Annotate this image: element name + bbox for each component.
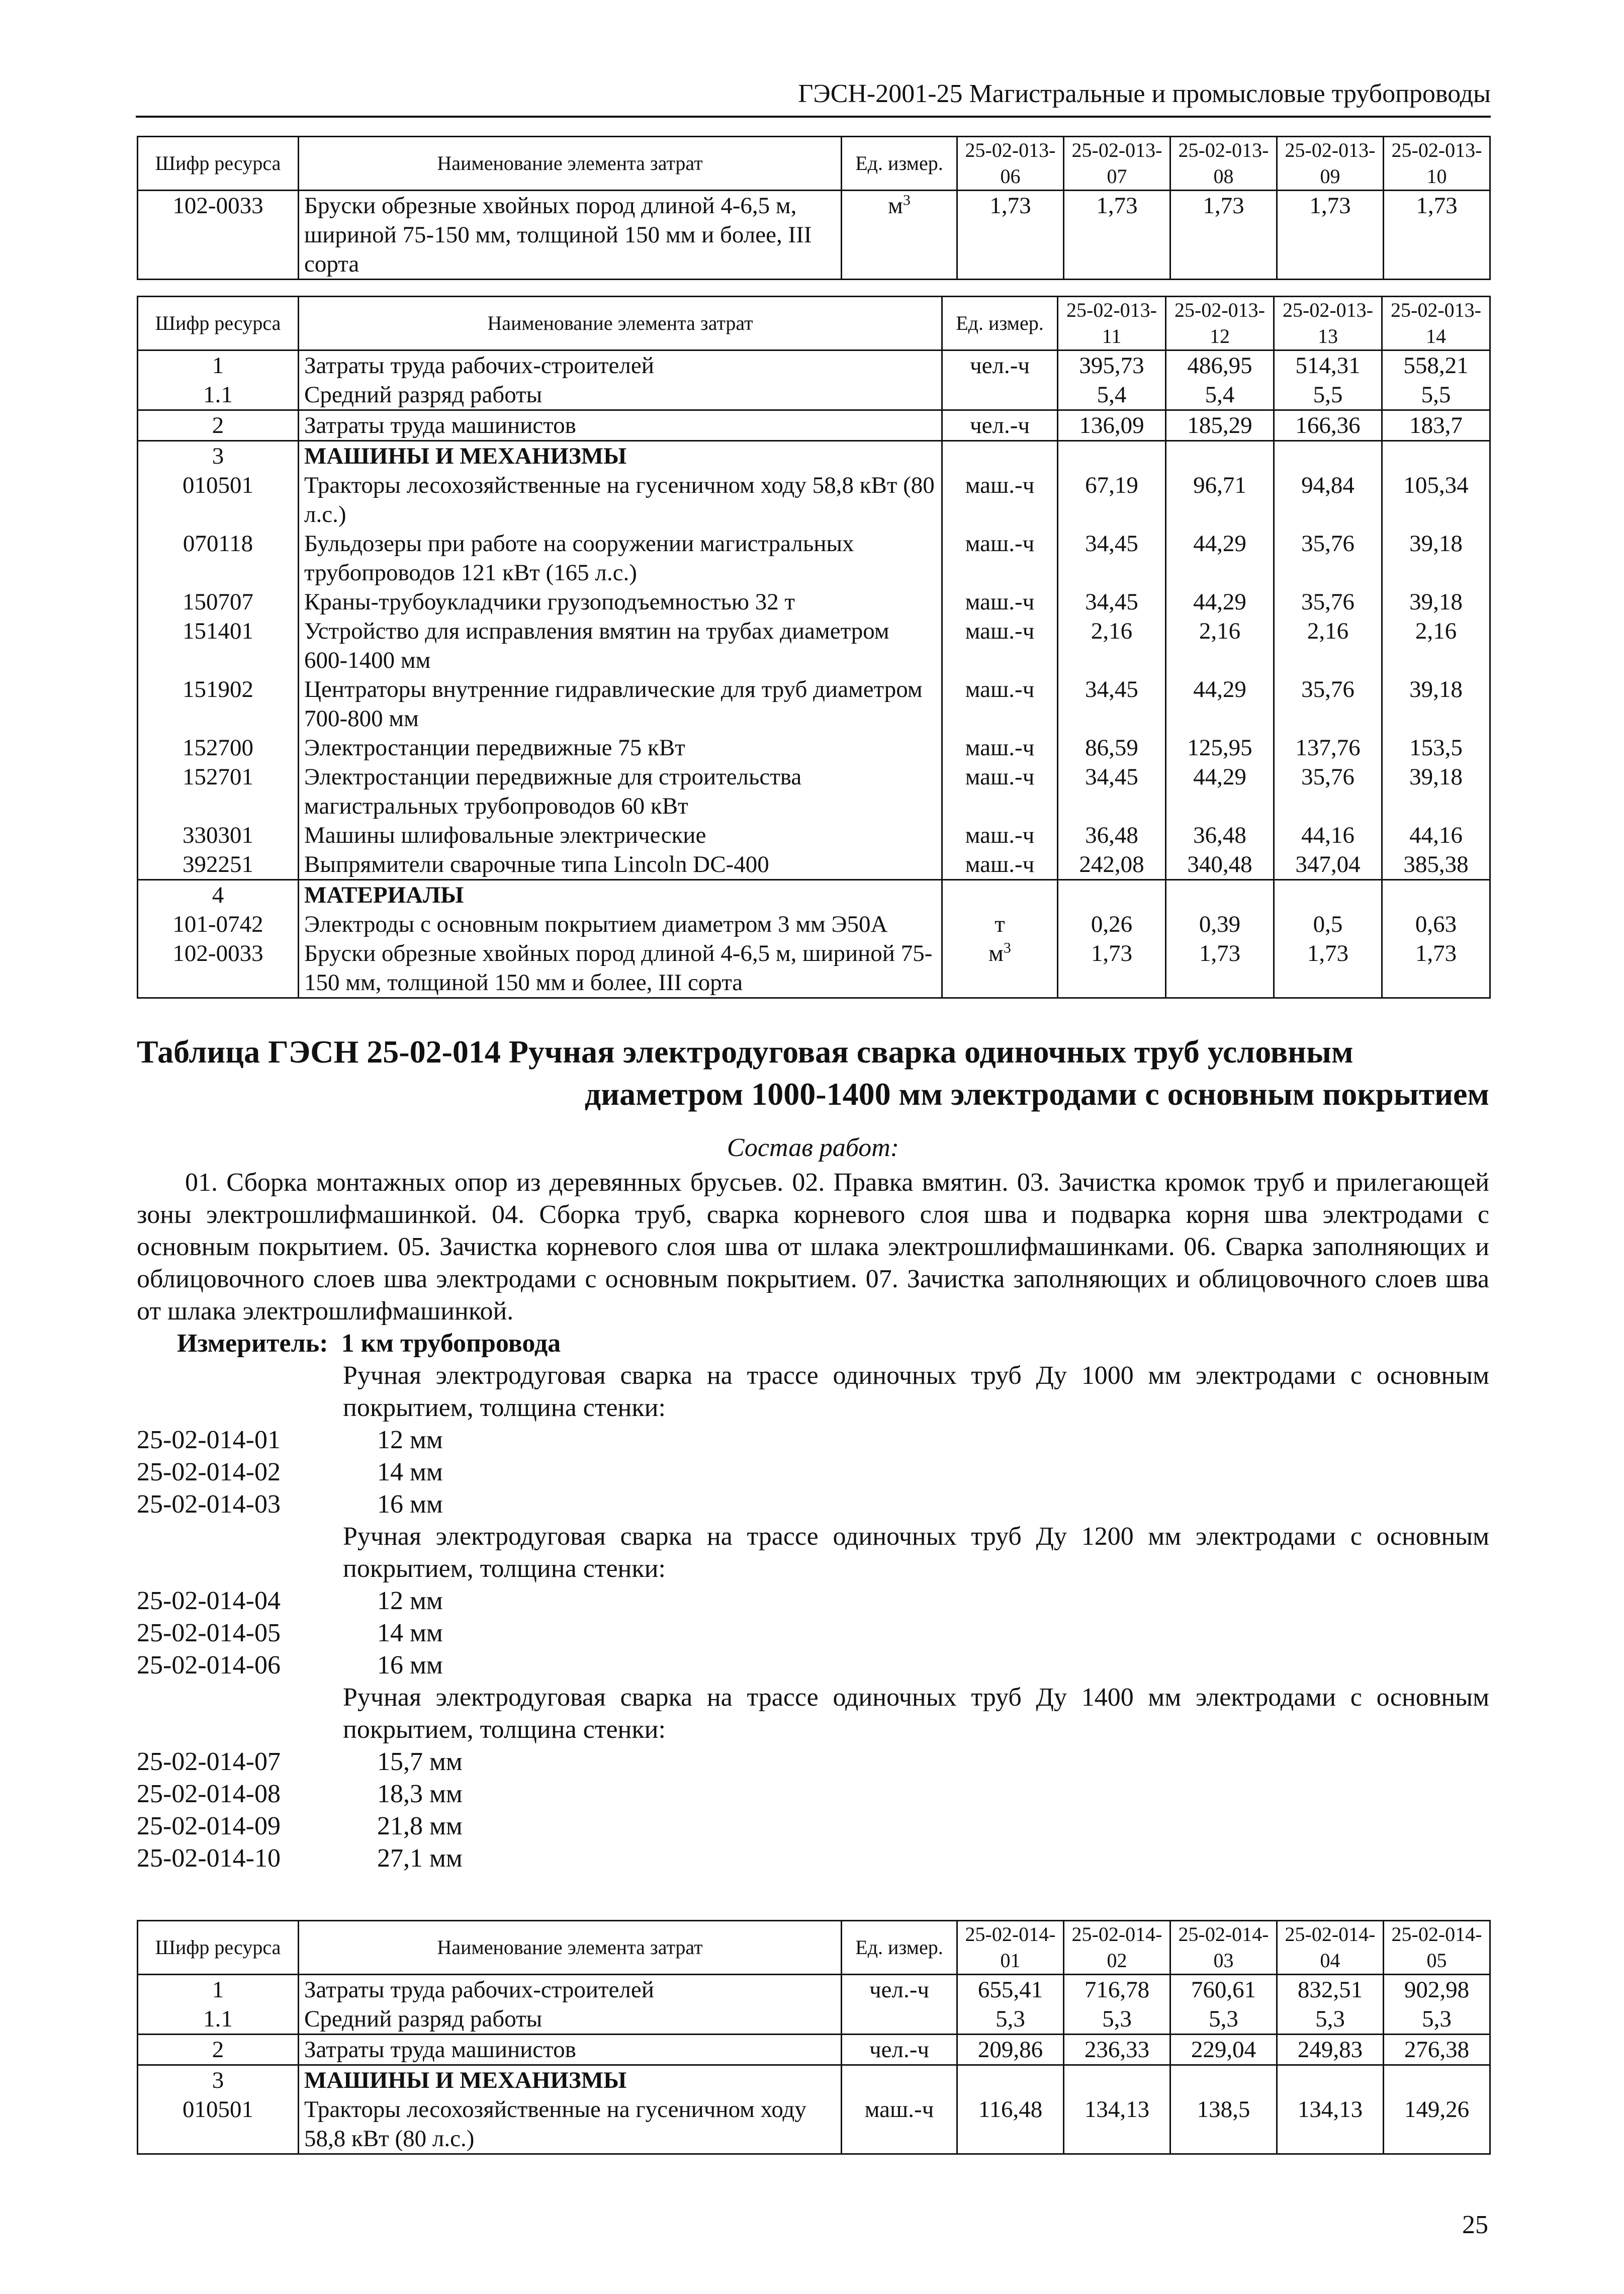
- unit-cell: [942, 529, 1058, 587]
- table-title: [137, 1031, 1489, 1115]
- value-cell: 716,78: [1064, 1975, 1170, 2005]
- norm-item-value: 27,1 мм: [377, 1844, 463, 1873]
- value-cell: 5,3: [1064, 2004, 1170, 2035]
- cost-element-name-cell: Затраты труда машинистов: [299, 2035, 842, 2065]
- value-cell: 5,3: [957, 2004, 1064, 2035]
- value-cell: 134,13: [1277, 2095, 1384, 2154]
- cost-element-name-cell: Центраторы внутренние гидравлические для труб диаметром 700-800 мм: [299, 675, 942, 733]
- cost-element-name-cell: МАШИНЫ И МЕХАНИЗМЫ: [299, 2065, 842, 2095]
- cost-element-name-cell: Выпрямители сварочные типа Lincoln DC-400: [299, 850, 942, 880]
- unit-cell: [942, 850, 1058, 880]
- column-header: Шифр ресурса: [138, 137, 299, 191]
- value-cell: 2,16: [1166, 616, 1274, 675]
- norm-item: [137, 1424, 1489, 1456]
- norm-item-value: 16 мм: [377, 1490, 443, 1519]
- unit-cell: [842, 2095, 957, 2154]
- unit-text: маш.-ч: [965, 851, 1035, 877]
- value-cell: 39,18: [1382, 587, 1490, 616]
- norm-item-value: 15,7 мм: [377, 1747, 463, 1776]
- unit-cell: [942, 821, 1058, 850]
- unit-text: маш.-ч: [965, 735, 1035, 761]
- value-cell: 1,73: [957, 191, 1064, 280]
- value-cell: 0,39: [1166, 910, 1274, 939]
- value-cell: 347,04: [1274, 850, 1382, 880]
- value-cell: 34,45: [1058, 675, 1166, 733]
- resource-code-cell: 1: [138, 350, 299, 381]
- value-cell: 35,76: [1274, 762, 1382, 821]
- value-cell: 1,73: [1166, 939, 1274, 998]
- value-cell: 249,83: [1277, 2035, 1384, 2065]
- resource-code-cell: 392251: [138, 850, 299, 880]
- unit-text: маш.-ч: [965, 589, 1035, 615]
- measure-unit-label: Измеритель:: [177, 1329, 328, 1358]
- resource-table-013-06-10: [137, 136, 1491, 280]
- table-row: [138, 2004, 1490, 2035]
- value-cell: 2,16: [1382, 616, 1490, 675]
- resource-code-cell: 010501: [138, 2095, 299, 2154]
- unit-text: м: [888, 193, 903, 219]
- value-cell: 134,13: [1064, 2095, 1170, 2154]
- table-row: [138, 350, 1490, 381]
- table-row: [138, 410, 1490, 441]
- unit-cell: [942, 410, 1058, 441]
- value-cell: [1274, 441, 1382, 471]
- value-cell: 137,76: [1274, 733, 1382, 762]
- norm-item: [137, 1649, 1489, 1682]
- cost-element-name-cell: Электростанции передвижные 75 кВт: [299, 733, 942, 762]
- value-cell: 242,08: [1058, 850, 1166, 880]
- column-header: Наименование элемента затрат: [299, 1921, 842, 1975]
- value-cell: 34,45: [1058, 587, 1166, 616]
- value-cell: 149,26: [1384, 2095, 1490, 2154]
- value-cell: 209,86: [957, 2035, 1064, 2065]
- column-header: Наименование элемента затрат: [299, 137, 842, 191]
- value-cell: 34,45: [1058, 529, 1166, 587]
- value-cell: 514,31: [1274, 350, 1382, 381]
- column-header: Шифр ресурса: [138, 1921, 299, 1975]
- table-row: [138, 587, 1490, 616]
- table-row: [138, 529, 1490, 587]
- norm-item-code: 25-02-014-02: [137, 1458, 281, 1486]
- norm-item: [137, 1842, 1489, 1875]
- value-cell: 105,34: [1382, 471, 1490, 529]
- value-cell: 36,48: [1166, 821, 1274, 850]
- value-cell: 44,16: [1274, 821, 1382, 850]
- value-cell: 39,18: [1382, 762, 1490, 821]
- resource-code-cell: 4: [138, 880, 299, 910]
- column-header: 25-02-013-11: [1058, 297, 1166, 350]
- norm-item-code: 25-02-014-08: [137, 1780, 281, 1808]
- value-cell: 5,3: [1277, 2004, 1384, 2035]
- value-cell: 185,29: [1166, 410, 1274, 441]
- value-cell: 39,18: [1382, 529, 1490, 587]
- unit-superscript: 3: [1003, 939, 1011, 956]
- unit-text: чел.-ч: [970, 352, 1030, 379]
- unit-cell: [842, 191, 957, 280]
- norm-item: [137, 1746, 1489, 1778]
- table-header-row: [138, 297, 1490, 350]
- measure-unit-value: 1 км трубопровода: [341, 1329, 561, 1358]
- norm-item-code: 25-02-014-05: [137, 1619, 281, 1647]
- measure-unit-line: [177, 1328, 574, 1360]
- column-header: 25-02-014-01: [957, 1921, 1064, 1975]
- table-row: [138, 616, 1490, 675]
- value-cell: [1382, 880, 1490, 910]
- value-cell: 125,95: [1166, 733, 1274, 762]
- unit-text: маш.-ч: [965, 676, 1035, 702]
- table-title-line-1: Таблица ГЭСН 25-02-014 Ручная электродуговая сварка одиночных труб условным: [137, 1034, 1354, 1070]
- value-cell: 5,4: [1166, 380, 1274, 410]
- work-composition-label: Состав работ:: [727, 1133, 899, 1162]
- value-cell: 1,73: [1277, 191, 1384, 280]
- value-cell: 1,73: [1382, 939, 1490, 998]
- cost-element-name-cell: Затраты труда рабочих-строителей: [299, 350, 942, 381]
- value-cell: 166,36: [1274, 410, 1382, 441]
- column-header: 25-02-013-07: [1064, 137, 1170, 191]
- value-cell: 5,5: [1382, 380, 1490, 410]
- value-cell: 0,5: [1274, 910, 1382, 939]
- value-cell: 5,5: [1274, 380, 1382, 410]
- running-header: ГЭСН-2001-25 Магистральные и промысловые трубопроводы: [136, 75, 1491, 118]
- value-cell: 35,76: [1274, 529, 1382, 587]
- unit-cell: [942, 939, 1058, 998]
- value-cell: 153,5: [1382, 733, 1490, 762]
- norm-item-code: 25-02-014-07: [137, 1747, 281, 1776]
- unit-cell: [842, 2035, 957, 2065]
- value-cell: 44,29: [1166, 587, 1274, 616]
- column-header: Ед. измер.: [842, 1921, 957, 1975]
- norm-item: [137, 1778, 1489, 1810]
- section-row: [138, 2065, 1490, 2095]
- value-cell: [1277, 2065, 1384, 2095]
- value-cell: [1382, 441, 1490, 471]
- resource-code-cell: 152701: [138, 762, 299, 821]
- value-cell: 340,48: [1166, 850, 1274, 880]
- resource-code-cell: 1: [138, 1975, 299, 2005]
- table-row: [138, 2095, 1490, 2154]
- norm-group-description: Ручная электродуговая сварка на трассе одиночных труб Ду 1400 мм электродами с основным покрытием, толщина стенки:: [343, 1683, 1489, 1744]
- unit-text: маш.-ч: [965, 764, 1035, 790]
- cost-element-name-cell: МАТЕРИАЛЫ: [299, 880, 942, 910]
- norm-group-description: Ручная электродуговая сварка на трассе одиночных труб Ду 1000 мм электродами с основным покрытием, толщина стенки:: [343, 1361, 1489, 1422]
- value-cell: 2,16: [1058, 616, 1166, 675]
- value-cell: 832,51: [1277, 1975, 1384, 2005]
- norm-items-list: [137, 1360, 1489, 1875]
- norm-item-code: 25-02-014-01: [137, 1426, 281, 1454]
- unit-cell: [942, 380, 1058, 410]
- table-row: [138, 821, 1490, 850]
- value-cell: 902,98: [1384, 1975, 1490, 2005]
- table-row: [138, 1975, 1490, 2005]
- norm-item-value: 18,3 мм: [377, 1780, 463, 1808]
- value-cell: 136,09: [1058, 410, 1166, 441]
- table-title-line-2: диаметром 1000-1400 мм электродами с основным покрытием: [584, 1076, 1489, 1112]
- norm-item: [137, 1810, 1489, 1842]
- table-row: [138, 2035, 1490, 2065]
- unit-text: чел.-ч: [970, 412, 1030, 438]
- value-cell: [957, 2065, 1064, 2095]
- value-cell: 655,41: [957, 1975, 1064, 2005]
- unit-cell: [942, 910, 1058, 939]
- value-cell: 276,38: [1384, 2035, 1490, 2065]
- norm-item-value: 21,8 мм: [377, 1812, 463, 1840]
- value-cell: 44,29: [1166, 675, 1274, 733]
- norm-item-code: 25-02-014-06: [137, 1651, 281, 1680]
- value-cell: 229,04: [1170, 2035, 1277, 2065]
- unit-cell: [942, 675, 1058, 733]
- cost-element-name-cell: Бульдозеры при работе на сооружении магистральных трубопроводов 121 кВт (165 л.с.): [299, 529, 942, 587]
- value-cell: 94,84: [1274, 471, 1382, 529]
- table-row: [138, 675, 1490, 733]
- table-header-row: [138, 137, 1490, 191]
- resource-code-cell: 1.1: [138, 380, 299, 410]
- cost-element-name-cell: Тракторы лесохозяйственные на гусеничном ходу 58,8 кВт (80 л.с.): [299, 2095, 842, 2154]
- value-cell: 1,73: [1064, 191, 1170, 280]
- value-cell: 116,48: [957, 2095, 1064, 2154]
- unit-cell: [842, 1975, 957, 2005]
- unit-cell: [842, 2065, 957, 2095]
- value-cell: 67,19: [1058, 471, 1166, 529]
- table-row: [138, 850, 1490, 880]
- value-cell: [1166, 880, 1274, 910]
- column-header: Наименование элемента затрат: [299, 297, 942, 350]
- value-cell: 39,18: [1382, 675, 1490, 733]
- value-cell: 44,16: [1382, 821, 1490, 850]
- unit-cell: [942, 441, 1058, 471]
- column-header: 25-02-014-02: [1064, 1921, 1170, 1975]
- resource-code-cell: 3: [138, 441, 299, 471]
- column-header: 25-02-013-10: [1384, 137, 1490, 191]
- section-row: [138, 880, 1490, 910]
- value-cell: 486,95: [1166, 350, 1274, 381]
- unit-cell: [942, 587, 1058, 616]
- value-cell: 35,76: [1274, 587, 1382, 616]
- resource-code-cell: 151902: [138, 675, 299, 733]
- value-cell: 1,73: [1058, 939, 1166, 998]
- resource-code-cell: 070118: [138, 529, 299, 587]
- unit-text: чел.-ч: [869, 1977, 929, 2003]
- value-cell: 35,76: [1274, 675, 1382, 733]
- value-cell: 0,26: [1058, 910, 1166, 939]
- section-row: [138, 441, 1490, 471]
- value-cell: 760,61: [1170, 1975, 1277, 2005]
- cost-element-name-cell: Устройство для исправления вмятин на трубах диаметром 600-1400 мм: [299, 616, 942, 675]
- column-header: 25-02-014-04: [1277, 1921, 1384, 1975]
- cost-element-name-cell: Бруски обрезные хвойных пород длиной 4-6,5 м, шириной 75-150 мм, толщиной 150 мм и более, III сорта: [299, 191, 842, 280]
- unit-text: м: [988, 940, 1004, 966]
- value-cell: 1,73: [1274, 939, 1382, 998]
- resource-code-cell: 101-0742: [138, 910, 299, 939]
- cost-element-name-cell: МАШИНЫ И МЕХАНИЗМЫ: [299, 441, 942, 471]
- value-cell: 5,4: [1058, 380, 1166, 410]
- value-cell: 86,59: [1058, 733, 1166, 762]
- norm-item: [137, 1585, 1489, 1617]
- value-cell: [1166, 441, 1274, 471]
- value-cell: 138,5: [1170, 2095, 1277, 2154]
- cost-element-name-cell: Затраты труда машинистов: [299, 410, 942, 441]
- table-row: [138, 910, 1490, 939]
- table-row: [138, 939, 1490, 998]
- norm-item: [137, 1617, 1489, 1649]
- cost-element-name-cell: Затраты труда рабочих-строителей: [299, 1975, 842, 2005]
- page-number: 25: [1462, 2211, 1488, 2239]
- unit-text: т: [995, 911, 1005, 937]
- norm-item-code: 25-02-014-10: [137, 1844, 281, 1873]
- unit-text: маш.-ч: [965, 618, 1035, 644]
- cost-element-name-cell: Средний разряд работы: [299, 380, 942, 410]
- value-cell: [1058, 880, 1166, 910]
- value-cell: 36,48: [1058, 821, 1166, 850]
- resource-code-cell: 2: [138, 2035, 299, 2065]
- value-cell: 44,29: [1166, 529, 1274, 587]
- resource-table-013-11-14: [137, 296, 1491, 999]
- column-header: 25-02-013-12: [1166, 297, 1274, 350]
- norm-item-code: 25-02-014-03: [137, 1490, 281, 1519]
- value-cell: [1058, 441, 1166, 471]
- table-row: [138, 733, 1490, 762]
- value-cell: 236,33: [1064, 2035, 1170, 2065]
- unit-cell: [842, 2004, 957, 2035]
- norm-item-code: 25-02-014-04: [137, 1586, 281, 1615]
- cost-element-name-cell: Электростанции передвижные для строительства магистральных трубопроводов 60 кВт: [299, 762, 942, 821]
- resource-table-014-01-05: [137, 1920, 1491, 2155]
- value-cell: 44,29: [1166, 762, 1274, 821]
- value-cell: [1274, 880, 1382, 910]
- resource-code-cell: 010501: [138, 471, 299, 529]
- value-cell: 0,63: [1382, 910, 1490, 939]
- unit-text: маш.-ч: [864, 2096, 934, 2123]
- cost-element-name-cell: Краны-трубоукладчики грузоподъемностью 32 т: [299, 587, 942, 616]
- work-composition-text: 01. Сборка монтажных опор из деревянных брусьев. 02. Правка вмятин. 03. Зачистка кромок труб и прилегающей зоны электрошлифмашинкой. 04. Сборка труб, сварка корневого слоя шва и подварка корня шва электродами с основным покрытием. 05. Зачистка корневого слоя шва от шлака электрошлифмашинками. 06. Сварка заполняющих и облицовочного слоев шва электродами с основным покрытием. 07. Зачистка заполняющих и облицовочного слоев шва от шлака электрошлифмашинкой.: [137, 1168, 1489, 1326]
- column-header: 25-02-013-13: [1274, 297, 1382, 350]
- value-cell: 1,73: [1384, 191, 1490, 280]
- table-header-row: [138, 1921, 1490, 1975]
- value-cell: [1384, 2065, 1490, 2095]
- value-cell: 385,38: [1382, 850, 1490, 880]
- norm-group-description: Ручная электродуговая сварка на трассе одиночных труб Ду 1200 мм электродами с основным покрытием, толщина стенки:: [343, 1522, 1489, 1583]
- norm-item-value: 12 мм: [377, 1586, 443, 1615]
- column-header: Шифр ресурса: [138, 297, 299, 350]
- cost-element-name-cell: Машины шлифовальные электрические: [299, 821, 942, 850]
- value-cell: 1,73: [1170, 191, 1277, 280]
- norm-item-value: 14 мм: [377, 1619, 443, 1647]
- resource-code-cell: 102-0033: [138, 191, 299, 280]
- resource-code-cell: 330301: [138, 821, 299, 850]
- value-cell: 96,71: [1166, 471, 1274, 529]
- column-header: 25-02-014-03: [1170, 1921, 1277, 1975]
- resource-code-cell: 150707: [138, 587, 299, 616]
- unit-cell: [942, 880, 1058, 910]
- table-row: [138, 380, 1490, 410]
- resource-code-cell: 152700: [138, 733, 299, 762]
- resource-code-cell: 2: [138, 410, 299, 441]
- unit-text: чел.-ч: [869, 2037, 929, 2063]
- column-header: 25-02-013-08: [1170, 137, 1277, 191]
- unit-text: маш.-ч: [965, 822, 1035, 848]
- norm-item: [137, 1488, 1489, 1521]
- unit-cell: [942, 762, 1058, 821]
- cost-element-name-cell: Электроды с основным покрытием диаметром 3 мм Э50А: [299, 910, 942, 939]
- column-header: 25-02-014-05: [1384, 1921, 1490, 1975]
- value-cell: 2,16: [1274, 616, 1382, 675]
- norm-item-code: 25-02-014-09: [137, 1812, 281, 1840]
- norm-item: [137, 1456, 1489, 1488]
- value-cell: 5,3: [1170, 2004, 1277, 2035]
- unit-cell: [942, 350, 1058, 381]
- norm-item-value: 14 мм: [377, 1458, 443, 1486]
- table-row: [138, 471, 1490, 529]
- value-cell: 395,73: [1058, 350, 1166, 381]
- table-row: [138, 762, 1490, 821]
- resource-code-cell: 1.1: [138, 2004, 299, 2035]
- unit-text: маш.-ч: [965, 531, 1035, 557]
- value-cell: 34,45: [1058, 762, 1166, 821]
- column-header: Ед. измер.: [942, 297, 1058, 350]
- value-cell: [1064, 2065, 1170, 2095]
- norm-item-value: 12 мм: [377, 1426, 443, 1454]
- resource-code-cell: 3: [138, 2065, 299, 2095]
- cost-element-name-cell: Тракторы лесохозяйственные на гусеничном ходу 58,8 кВт (80 л.с.): [299, 471, 942, 529]
- column-header: 25-02-013-06: [957, 137, 1064, 191]
- unit-cell: [942, 733, 1058, 762]
- norm-item-value: 16 мм: [377, 1651, 443, 1680]
- column-header: 25-02-013-14: [1382, 297, 1490, 350]
- cost-element-name-cell: Бруски обрезные хвойных пород длиной 4-6,5 м, шириной 75-150 мм, толщиной 150 мм и более, III сорта: [299, 939, 942, 998]
- unit-superscript: 3: [903, 192, 911, 209]
- resource-code-cell: 151401: [138, 616, 299, 675]
- column-header: Ед. измер.: [842, 137, 957, 191]
- resource-code-cell: 102-0033: [138, 939, 299, 998]
- value-cell: [1170, 2065, 1277, 2095]
- cost-element-name-cell: Средний разряд работы: [299, 2004, 842, 2035]
- unit-text: маш.-ч: [965, 472, 1035, 498]
- unit-cell: [942, 471, 1058, 529]
- value-cell: 183,7: [1382, 410, 1490, 441]
- unit-cell: [942, 616, 1058, 675]
- table-row: [138, 191, 1490, 280]
- value-cell: 5,3: [1384, 2004, 1490, 2035]
- value-cell: 558,21: [1382, 350, 1490, 381]
- column-header: 25-02-013-09: [1277, 137, 1384, 191]
